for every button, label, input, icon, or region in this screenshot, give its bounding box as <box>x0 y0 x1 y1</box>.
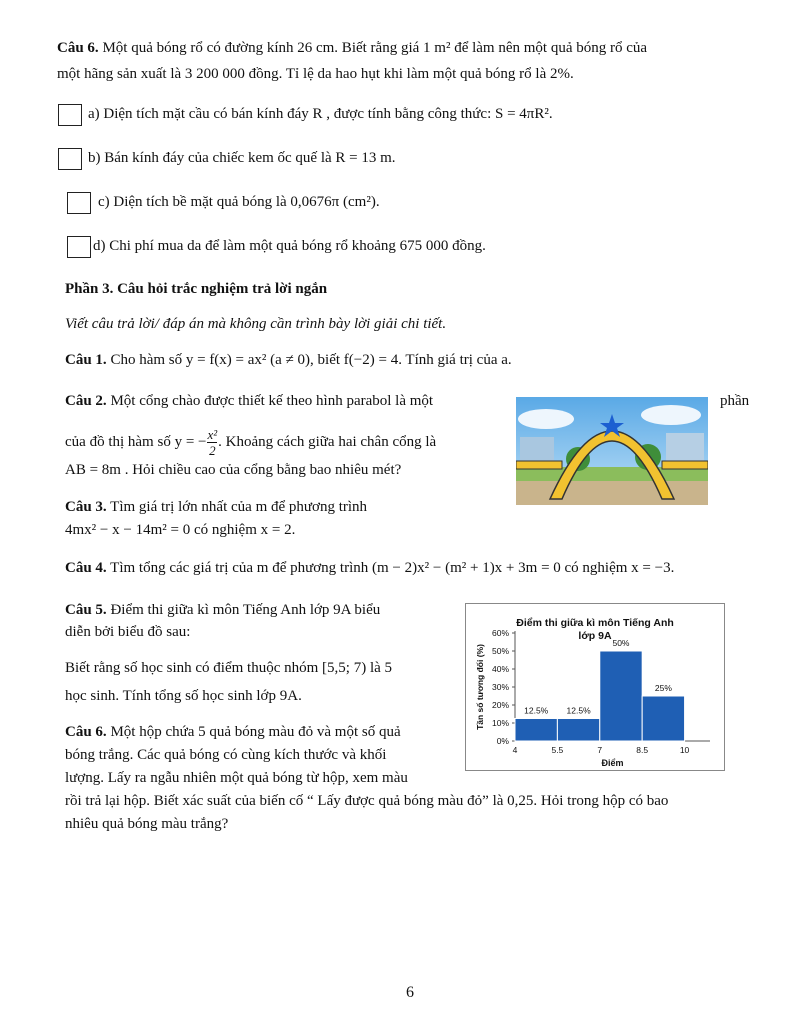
q5-line3: Biết rằng số học sinh có điểm thuộc nhóm [5,5; 7) là 5 <box>65 660 393 676</box>
bar-data-label: 12.5% <box>524 705 549 716</box>
y-tick-label: 40% <box>491 664 509 674</box>
statement-d: d) Chi phí mua da để làm một quả bóng rổ khoảng 675 000 đồng. <box>93 238 486 254</box>
q2-text2a: của đồ thị hàm số y = − <box>65 433 207 450</box>
q6-top-line1 <box>57 40 647 57</box>
part3-instruction: Viết câu trả lời/ đáp án mà không cần trình bày lời giải chi tiết. <box>65 316 447 332</box>
x-tick-label: 7 <box>597 745 603 755</box>
q6-top-line2: một hãng sản xuất là 3 200 000 đồng. Tỉ lệ da hao hụt khi làm một quả bóng rổ là 2%. <box>57 66 574 82</box>
cloud <box>518 409 574 429</box>
x-tick-label: 5.5 <box>551 745 564 755</box>
chart-title-line2: lớp 9A <box>578 630 612 642</box>
fence-right <box>662 461 708 469</box>
y-axis-label: Tần số tương đối (%) <box>475 644 485 730</box>
y-tick-label: 60% <box>491 628 509 638</box>
histogram-bar <box>515 719 557 742</box>
page-number: 6 <box>406 984 414 1001</box>
y-tick-label: 50% <box>491 646 509 656</box>
q5-line1 <box>65 602 380 619</box>
q3-line1 <box>65 499 367 516</box>
y-tick-label: 30% <box>491 682 509 692</box>
q6-bottom-line5: nhiêu quả bóng màu trắng? <box>65 816 229 832</box>
q2-frac-num: x² <box>207 427 218 442</box>
statement-b: b) Bán kính đáy của chiếc kem ốc quế là R = 13 m. <box>88 150 396 166</box>
q6-bottom-line4: rồi trả lại hộp. Biết xác suất của biến cố “ Lấy được quả bóng màu đỏ” là 0,25. Hỏi trong hộp có bao <box>65 793 669 809</box>
part3-title: Phần 3. Câu hỏi trắc nghiệm trả lời ngắn <box>65 281 328 297</box>
q6-bottom-label: Câu 6. <box>65 724 107 740</box>
q2-text1: Một cổng chào được thiết kế theo hình parabol là một <box>110 393 434 409</box>
q2-fraction <box>207 427 217 458</box>
q4 <box>65 560 674 577</box>
q1-label: Câu 1. <box>65 352 107 368</box>
x-axis-label: Điểm <box>601 758 624 768</box>
histogram-bar <box>600 651 642 741</box>
answer-box-b[interactable] <box>58 148 82 170</box>
cloud <box>641 405 701 425</box>
y-tick-label: 20% <box>491 700 509 710</box>
q6-top-label: Câu 6. <box>57 40 99 56</box>
answer-box-d[interactable] <box>67 236 91 258</box>
q6-bottom-line3: lượng. Lấy ra ngẫu nhiên một quả bóng từ hộp, xem màu <box>65 770 408 786</box>
bar-data-label: 50% <box>612 638 630 648</box>
q6-bottom-text1: Một hộp chứa 5 quả bóng màu đỏ và một số quả <box>110 724 401 740</box>
q5-label: Câu 5. <box>65 602 107 618</box>
q2-frac-den: 2 <box>209 443 216 458</box>
q1 <box>65 352 512 369</box>
score-histogram-chart <box>465 603 725 771</box>
q2-text2b: . Khoảng cách giữa hai chân cổng là <box>218 433 437 450</box>
q4-text: Tìm tổng các giá trị của m để phương trình (m − 2)x² − (m² + 1)x + 3m = 0 có nghiệm x = −3. <box>110 560 675 576</box>
x-tick-label: 8.5 <box>636 745 649 755</box>
q3-text1: Tìm giá trị lớn nhất của m để phương trình <box>110 499 368 515</box>
answer-box-c[interactable] <box>67 192 91 214</box>
q4-label: Câu 4. <box>65 560 107 576</box>
histogram-bar <box>557 719 599 742</box>
histogram-bar <box>642 696 684 741</box>
q2-line3: AB = 8m . Hỏi chiều cao của cổng bằng bao nhiêu mét? <box>65 462 402 478</box>
chart-title-line1: Điểm thi giữa kì môn Tiếng Anh <box>516 617 674 629</box>
ground-path <box>516 481 708 505</box>
answer-box-a[interactable] <box>58 104 82 126</box>
q6-top-text1: Một quả bóng rổ có đường kính 26 cm. Biết rằng giá 1 m² để làm nên một quả bóng rổ của <box>102 40 648 56</box>
q5-text1: Điểm thi giữa kì môn Tiếng Anh lớp 9A biểu <box>110 602 381 618</box>
x-tick-label: 10 <box>679 745 690 755</box>
x-tick-label: 4 <box>512 745 518 755</box>
q1-text: Cho hàm số y = f(x) = ax² (a ≠ 0), biết f(−2) = 4. Tính giá trị của a. <box>110 352 512 368</box>
q2-line1 <box>65 393 433 410</box>
q2-line1-end: phần <box>720 393 750 409</box>
q2-line2 <box>65 427 436 458</box>
y-tick-label: 10% <box>491 718 509 728</box>
q6-bottom-line2: bóng trắng. Các quả bóng có cùng kích thước và khối <box>65 747 387 763</box>
q3-label: Câu 3. <box>65 499 107 515</box>
y-tick-label: 0% <box>496 736 509 746</box>
statement-c: c) Diện tích bề mặt quả bóng là 0,0676π (cm²). <box>98 194 380 210</box>
bar-data-label: 12.5% <box>566 705 591 716</box>
q5-line2: diễn bởi biểu đồ sau: <box>65 624 191 640</box>
q3-line2: 4mx² − x − 14m² = 0 có nghiệm x = 2. <box>65 522 296 538</box>
q6-bottom-line1 <box>65 724 401 741</box>
q2-label: Câu 2. <box>65 393 107 409</box>
q5-line4: học sinh. Tính tổng số học sinh lớp 9A. <box>65 688 302 704</box>
bar-data-label: 25% <box>654 683 672 693</box>
fence-left <box>516 461 562 469</box>
gate-illustration <box>516 397 708 505</box>
statement-a: a) Diện tích mặt cầu có bán kính đáy R , được tính bằng công thức: S = 4πR². <box>88 106 553 122</box>
